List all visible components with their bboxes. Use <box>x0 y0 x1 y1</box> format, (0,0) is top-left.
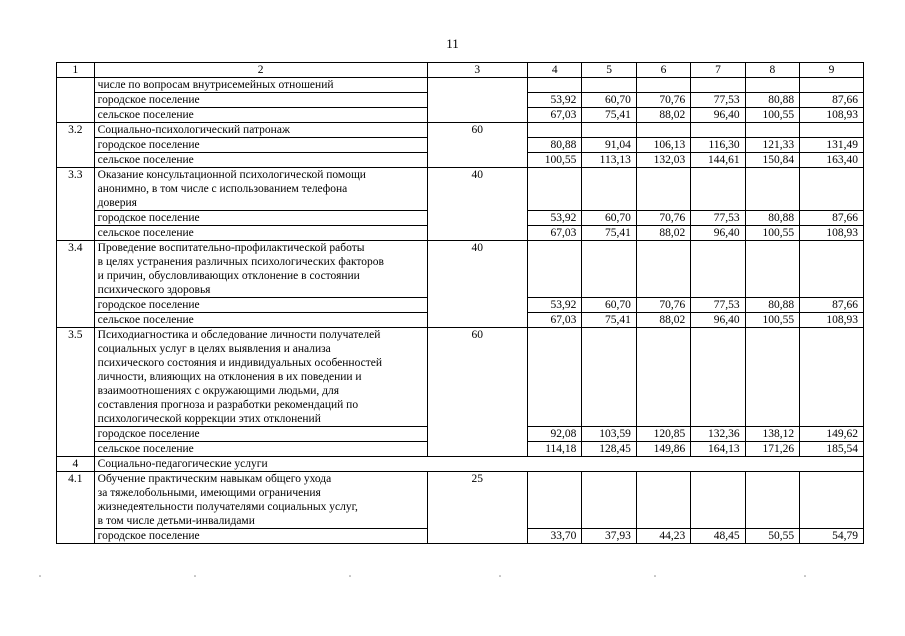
rate-value: 100,55 <box>745 226 799 241</box>
empty-cell <box>527 123 581 138</box>
settlement-label: сельское поселение <box>94 108 427 123</box>
service-name <box>94 123 427 138</box>
empty-cell <box>636 168 690 211</box>
rate-value: 100,55 <box>745 313 799 328</box>
column-header: 9 <box>800 63 864 78</box>
empty-cell <box>745 168 799 211</box>
rate-value: 144,61 <box>691 153 745 168</box>
service-row <box>57 472 864 529</box>
rate-value: 75,41 <box>582 108 636 123</box>
rate-value: 75,41 <box>582 313 636 328</box>
empty-cell <box>636 241 690 298</box>
column-header: 5 <box>582 63 636 78</box>
rate-value: 44,23 <box>636 529 690 544</box>
time-norm: 40 <box>427 241 527 328</box>
empty-cell <box>745 472 799 529</box>
rate-value: 163,40 <box>800 153 864 168</box>
item-number: 3.2 <box>57 123 95 168</box>
item-number: 3.3 <box>57 168 95 241</box>
rate-value: 108,93 <box>800 108 864 123</box>
time-norm: 60 <box>427 328 527 457</box>
rate-value: 164,13 <box>691 442 745 457</box>
service-name-line: Проведение воспитательно-профилактической работы <box>97 242 365 254</box>
section-title: Социально-педагогические услуги <box>94 457 863 472</box>
column-header: 1 <box>57 63 95 78</box>
column-header: 4 <box>527 63 581 78</box>
table-body <box>57 63 864 544</box>
service-name-line: жизнедеятельности получателями социальных услуг, <box>97 501 358 513</box>
scan-artifact-dots <box>0 574 905 578</box>
rate-value: 37,93 <box>582 529 636 544</box>
empty-cell <box>636 328 690 427</box>
service-name-line: доверия <box>97 197 137 209</box>
rate-value: 80,88 <box>745 298 799 313</box>
rate-value: 70,76 <box>636 211 690 226</box>
rate-value: 80,88 <box>745 211 799 226</box>
empty-cell <box>582 328 636 427</box>
service-name-line: личности, влияющих на отклонения в их поведении и <box>97 371 362 383</box>
rate-value: 70,76 <box>636 93 690 108</box>
empty-cell <box>691 78 745 93</box>
empty-cell <box>800 241 864 298</box>
empty-cell <box>582 241 636 298</box>
rate-value: 60,70 <box>582 211 636 226</box>
column-header: 7 <box>691 63 745 78</box>
settlement-label: городское поселение <box>94 211 427 226</box>
service-name-line: психического состояния и индивидуальных особенностей <box>97 357 382 369</box>
rate-value: 50,55 <box>745 529 799 544</box>
column-header: 2 <box>94 63 427 78</box>
empty-cell <box>800 472 864 529</box>
empty-cell <box>691 168 745 211</box>
empty-cell <box>745 78 799 93</box>
rate-value: 128,45 <box>582 442 636 457</box>
empty-cell <box>582 472 636 529</box>
item-number: 4.1 <box>57 472 95 544</box>
service-name-line: Психодиагностика и обследование личности получателей <box>97 329 381 341</box>
empty-cell <box>800 78 864 93</box>
continuation-row <box>57 78 864 93</box>
service-name-line: взаимоотношениях с окружающими людьми, для <box>97 385 340 397</box>
rate-value: 48,45 <box>691 529 745 544</box>
settlement-label: сельское поселение <box>94 313 427 328</box>
rate-value: 67,03 <box>527 313 581 328</box>
empty-cell <box>636 472 690 529</box>
rate-value: 92,08 <box>527 427 581 442</box>
empty-cell <box>527 241 581 298</box>
rate-value: 67,03 <box>527 226 581 241</box>
rate-value: 53,92 <box>527 298 581 313</box>
rate-value: 53,92 <box>527 211 581 226</box>
time-norm: 40 <box>427 168 527 241</box>
rate-value: 87,66 <box>800 211 864 226</box>
rate-value: 88,02 <box>636 313 690 328</box>
rate-value: 80,88 <box>527 138 581 153</box>
rate-value: 106,13 <box>636 138 690 153</box>
section-row <box>57 457 864 472</box>
empty-cell <box>691 472 745 529</box>
rate-value: 96,40 <box>691 226 745 241</box>
norm-cell <box>427 78 527 123</box>
rate-value: 108,93 <box>800 226 864 241</box>
rate-value: 77,53 <box>691 93 745 108</box>
rate-value: 53,92 <box>527 93 581 108</box>
settlement-label: городское поселение <box>94 298 427 313</box>
service-name-line: психологической коррекции этих отклонений <box>97 413 321 425</box>
rate-value: 131,49 <box>800 138 864 153</box>
rate-value: 114,18 <box>527 442 581 457</box>
empty-cell <box>527 168 581 211</box>
empty-cell <box>527 472 581 529</box>
service-name-line: социальных услуг в целях выявления и анализа <box>97 343 331 355</box>
empty-cell <box>636 78 690 93</box>
rate-value: 67,03 <box>527 108 581 123</box>
rate-value: 103,59 <box>582 427 636 442</box>
settlement-label: сельское поселение <box>94 226 427 241</box>
rate-value: 96,40 <box>691 108 745 123</box>
rate-value: 100,55 <box>527 153 581 168</box>
empty-cell <box>800 168 864 211</box>
rate-value: 60,70 <box>582 93 636 108</box>
rate-value: 75,41 <box>582 226 636 241</box>
service-name-line: составления прогноза и разработки рекомендаций по <box>97 399 359 411</box>
rate-value: 120,85 <box>636 427 690 442</box>
empty-cell <box>582 78 636 93</box>
empty-cell <box>800 123 864 138</box>
settlement-label: городское поселение <box>94 427 427 442</box>
rate-value: 70,76 <box>636 298 690 313</box>
settlement-label: городское поселение <box>94 138 427 153</box>
empty-cell <box>691 123 745 138</box>
service-name-line: в том числе детьми-инвалидами <box>97 515 255 527</box>
empty-cell <box>691 328 745 427</box>
empty-cell <box>582 168 636 211</box>
time-norm: 60 <box>427 123 527 168</box>
rate-value: 77,53 <box>691 298 745 313</box>
item-number-cell <box>57 78 95 123</box>
service-row <box>57 123 864 138</box>
rate-value: 171,26 <box>745 442 799 457</box>
service-name-line: психического здоровья <box>97 284 211 296</box>
service-row <box>57 168 864 211</box>
empty-cell <box>582 123 636 138</box>
rate-value: 88,02 <box>636 108 690 123</box>
rate-value: 77,53 <box>691 211 745 226</box>
service-name-line: в целях устранения различных психологических факторов <box>97 256 384 268</box>
service-name <box>94 472 427 529</box>
page-number: 11 <box>446 36 459 51</box>
column-header: 8 <box>745 63 799 78</box>
column-header: 3 <box>427 63 527 78</box>
settlement-label: городское поселение <box>94 93 427 108</box>
service-name-line: за тяжелобольными, имеющими ограничения <box>97 487 321 499</box>
empty-cell <box>745 328 799 427</box>
rate-value: 113,13 <box>582 153 636 168</box>
column-number-row <box>57 63 864 78</box>
rate-value: 132,03 <box>636 153 690 168</box>
rate-value: 149,86 <box>636 442 690 457</box>
empty-cell <box>527 78 581 93</box>
rate-value: 138,12 <box>745 427 799 442</box>
empty-cell <box>527 328 581 427</box>
rate-value: 91,04 <box>582 138 636 153</box>
rate-value: 60,70 <box>582 298 636 313</box>
rate-value: 149,62 <box>800 427 864 442</box>
rate-value: 185,54 <box>800 442 864 457</box>
empty-cell <box>800 328 864 427</box>
empty-cell <box>745 123 799 138</box>
service-name-line: анонимно, в том числе с использованием телефона <box>97 183 348 195</box>
section-number: 4 <box>57 457 95 472</box>
rate-value: 96,40 <box>691 313 745 328</box>
time-norm: 25 <box>427 472 527 544</box>
rate-value: 80,88 <box>745 93 799 108</box>
service-name: числе по вопросам внутрисемейных отношений <box>94 78 427 93</box>
rate-value: 150,84 <box>745 153 799 168</box>
rate-value: 100,55 <box>745 108 799 123</box>
service-name-line: Социально-психологический патронаж <box>97 124 290 136</box>
item-number: 3.4 <box>57 241 95 328</box>
rate-value: 88,02 <box>636 226 690 241</box>
rate-value: 116,30 <box>691 138 745 153</box>
empty-cell <box>636 123 690 138</box>
rate-value: 54,79 <box>800 529 864 544</box>
service-name-line: Обучение практическим навыкам общего ухода <box>97 473 332 485</box>
column-header: 6 <box>636 63 690 78</box>
service-name <box>94 328 427 427</box>
tariff-table <box>56 62 864 544</box>
empty-cell <box>691 241 745 298</box>
settlement-label: городское поселение <box>94 529 427 544</box>
rate-value: 33,70 <box>527 529 581 544</box>
empty-cell <box>745 241 799 298</box>
rate-value: 132,36 <box>691 427 745 442</box>
service-name-line: и причин, обусловливающих отклонение в состоянии <box>97 270 360 282</box>
service-name <box>94 168 427 211</box>
rate-value: 108,93 <box>800 313 864 328</box>
item-number: 3.5 <box>57 328 95 457</box>
service-row <box>57 241 864 298</box>
settlement-label: сельское поселение <box>94 153 427 168</box>
rate-value: 121,33 <box>745 138 799 153</box>
rate-value: 87,66 <box>800 93 864 108</box>
service-name <box>94 241 427 298</box>
service-row <box>57 328 864 427</box>
rate-value: 87,66 <box>800 298 864 313</box>
service-name-line: Оказание консультационной психологической помощи <box>97 169 366 181</box>
settlement-label: сельское поселение <box>94 442 427 457</box>
